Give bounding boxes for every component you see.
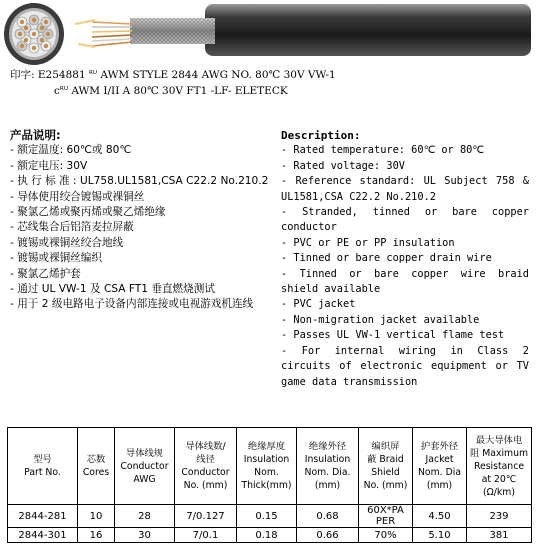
table-cell: 381 <box>467 528 532 543</box>
zh-item: - 执 行 标 准 : UL758.UL1581,CSA C22.2 No.210.2 <box>10 175 269 188</box>
en-item: - PVC jacket <box>281 298 356 311</box>
zh-item: - 用于 2 级电路电子设备内部连接或电视游戏机连线 <box>10 298 254 311</box>
table-cell: 5.10 <box>413 528 467 543</box>
chinese-description <box>10 128 272 313</box>
table-header-cell: 绝缘外径 Insulation Nom. Dia. (mm) <box>297 428 359 505</box>
zh-item: - 额定电压: 30V <box>10 159 88 172</box>
core-copper <box>20 20 24 24</box>
spec-table <box>7 427 532 543</box>
core-copper <box>32 18 36 22</box>
table-row <box>8 528 532 543</box>
table-cell: 0.68 <box>297 505 359 528</box>
core-copper <box>32 46 36 50</box>
en-item: - Passes UL VW-1 vertical flame test <box>281 329 505 342</box>
marking-prefix: 印字: <box>10 69 35 81</box>
marking-line-1: 印字: E254881 ᴿᵁ AWM STYLE 2844 AWG NO. 80℃ 30V VW-1 <box>10 69 336 81</box>
en-item: - Tinned or bare copper drain wire <box>281 252 492 265</box>
table-cell: 60X*PA PER <box>359 505 413 528</box>
table-cell: 239 <box>467 505 532 528</box>
table-header-cell: 绝缘厚度 Insulation Nom. Thick(mm) <box>237 428 297 505</box>
table-cell: 28 <box>115 505 175 528</box>
table-header-cell: 最大导体电 阻 Maximum Resistance at 20℃ (Ω/km) <box>467 428 532 505</box>
marking-line-2: cᴿᵁ AWM I/II A 80℃ 30V FT1 -LF- ELETECK <box>54 85 288 97</box>
table-row <box>8 505 532 528</box>
en-item: - Rated temperature: 60℃ or 80℃ <box>281 144 484 157</box>
table-header-cell: 护套外径 Jacket Nom. Dia (mm) <box>413 428 467 505</box>
en-item: - For internal wiring in Class 2 circuits of electronic equipment or TV game data transmission <box>281 344 529 388</box>
table-header-cell: 编织屏 蔽 Braid Shield No. (mm) <box>359 428 413 505</box>
en-item: - Rated voltage: 30V <box>281 159 405 172</box>
zh-item: - 芯线集合后铝箔麦拉屏蔽 <box>10 221 134 234</box>
table-cell: 4.50 <box>413 505 467 528</box>
table-cell: 16 <box>78 528 115 543</box>
table-header-cell: 导体线规 Conductor AWG <box>115 428 175 505</box>
core-copper <box>18 32 22 36</box>
cable-illustration <box>0 0 536 66</box>
zh-item: - 聚氯乙烯或聚丙烯或聚乙烯绝缘 <box>10 206 166 219</box>
table-cell: 7/0.1 <box>175 528 237 543</box>
table-cell: 0.15 <box>237 505 297 528</box>
core-copper <box>44 20 48 24</box>
table-cell: 10 <box>78 505 115 528</box>
zh-item: - 聚氯乙烯护套 <box>10 267 81 280</box>
en-item: - PVC or PE or PP insulation <box>281 236 455 249</box>
table-cell: 70% <box>359 528 413 543</box>
table-header-row <box>8 428 532 505</box>
ul-logo-icon: ᴿᵁ <box>88 70 98 80</box>
core-copper <box>44 44 48 48</box>
cul-logo-icon: c <box>54 85 60 97</box>
zh-item: - 镀锡或裸铜丝绞合地线 <box>10 236 124 249</box>
en-item: - Tinned or bare copper wire braid shield available <box>281 267 529 296</box>
table-cell: 30 <box>115 528 175 543</box>
english-description <box>281 128 529 390</box>
en-item: - Reference standard: UL Subject 758 & UL1581,CSA C22.2 No.210.2 <box>281 175 529 203</box>
core-copper <box>20 44 24 48</box>
inner-wires <box>75 20 132 47</box>
table-cell: 7/0.127 <box>175 505 237 528</box>
table-header-cell: 型号 Part No. <box>8 428 78 505</box>
table-cell: 2844-281 <box>8 505 78 528</box>
zh-item: - 额定温度: 60℃或 80℃ <box>10 144 132 157</box>
table-header-cell: 导体线数/ 线径 Conductor No. (mm) <box>175 428 237 505</box>
en-item: - Stranded, tinned or bare copper conductor <box>281 206 529 234</box>
core-copper <box>46 32 50 36</box>
cable-jacket <box>205 4 531 56</box>
core-conductors <box>15 15 53 53</box>
table-cell: 0.66 <box>297 528 359 543</box>
table-cell: 0.18 <box>237 528 297 543</box>
en-heading: Description: <box>281 129 361 142</box>
table-header-cell: 芯数 Cores <box>78 428 115 505</box>
zh-item: - 导体使用绞合镀锡或裸铜丝 <box>10 190 145 203</box>
en-item: - Non-migration jacket available <box>281 313 480 326</box>
zh-item: - 通过 UL VW-1 及 CSA FT1 垂直燃烧测试 <box>10 283 215 296</box>
table-cell: 2844-301 <box>8 528 78 543</box>
core-copper <box>32 32 36 36</box>
zh-item: - 镀锡或裸铜丝编织 <box>10 252 102 265</box>
zh-heading: 产品说明: <box>10 128 61 142</box>
